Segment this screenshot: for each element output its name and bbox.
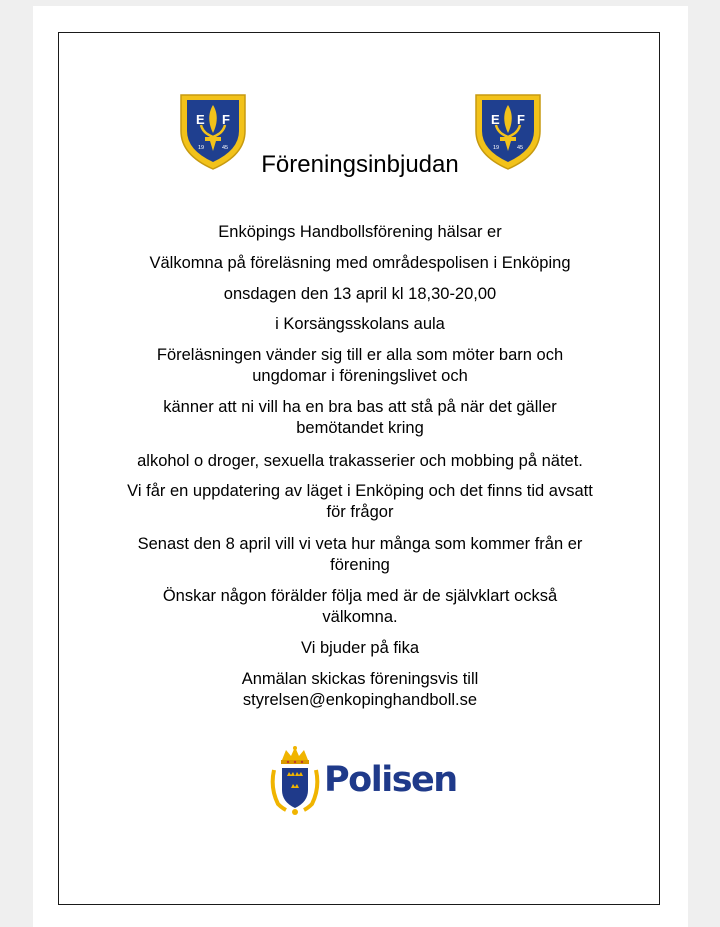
paragraph-fika: Vi bjuder på fika bbox=[300, 639, 420, 657]
crest-left-year-a: 19 bbox=[198, 145, 205, 151]
paragraph-location: i Korsängsskolans aula bbox=[275, 315, 445, 333]
paragraph-registration: Anmälan skickas föreningsvis till styrelsen@enkopinghandboll.se bbox=[241, 670, 479, 709]
paragraph-greeting: Enköpings Handbollsförening hälsar er bbox=[218, 223, 502, 241]
paragraph-update: Vi får en uppdatering av läget i Enköping och det finns tid avsatt för frågor bbox=[127, 482, 593, 521]
crest-left-year-b: 45 bbox=[222, 145, 229, 151]
club-crest-right-icon bbox=[472, 91, 544, 171]
polisen-emblem-icon bbox=[268, 744, 322, 816]
polisen-logo bbox=[268, 744, 458, 816]
crest-right-year-b: 45 bbox=[517, 145, 524, 151]
paragraph-welcome: Välkomna på föreläsning med områdespolisen i Enköping bbox=[149, 254, 571, 272]
polisen-wordmark: Polisen bbox=[324, 760, 457, 800]
paragraph-parents: Önskar någon förälder följa med är de självklart också välkomna. bbox=[162, 587, 558, 626]
crest-right-letter-e: E bbox=[491, 112, 500, 127]
paragraph-purpose: känner att ni vill ha en bra bas att stå på när det gäller bemötandet kring bbox=[163, 398, 557, 437]
club-crest-left-icon bbox=[177, 91, 249, 171]
paragraph-audience: Föreläsningen vänder sig till er alla som möter barn och ungdomar i föreningslivet och bbox=[156, 346, 564, 385]
crest-left-letter-f: F bbox=[222, 112, 230, 127]
paragraph-topics: alkohol o droger, sexuella trakasserier och mobbing på nätet. bbox=[137, 452, 583, 470]
paragraph-deadline: Senast den 8 april vill vi veta hur många som kommer från er förening bbox=[137, 535, 583, 574]
paragraph-date-time: onsdagen den 13 april kl 18,30-20,00 bbox=[223, 285, 497, 303]
crest-right-year-a: 19 bbox=[493, 145, 500, 151]
crest-right-letter-f: F bbox=[517, 112, 525, 127]
crest-left-letter-e: E bbox=[196, 112, 205, 127]
document-title: Föreningsinbjudan bbox=[261, 151, 459, 178]
